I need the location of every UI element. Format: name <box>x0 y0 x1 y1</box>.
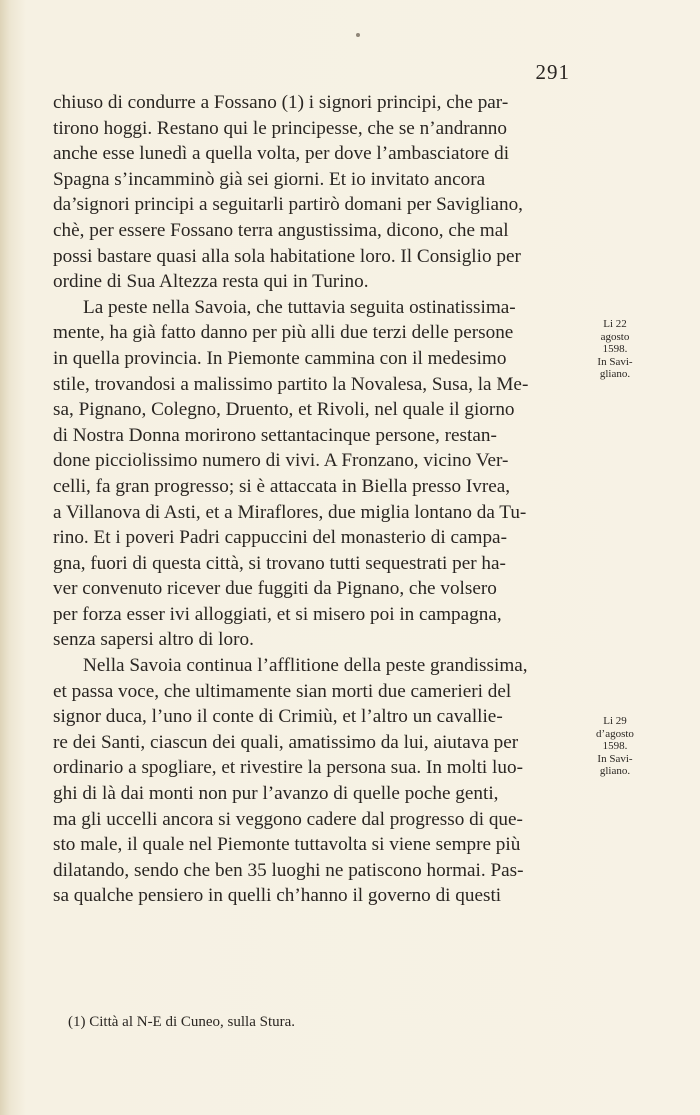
text-line: dilatando, sendo che ben 35 luoghi ne patiscono hormai. Pas- <box>53 859 524 881</box>
text-line: sto male, il quale nel Piemonte tuttavolta si viene sempre più <box>53 834 521 856</box>
text-line: stile, trovandosi a malissimo partito la Novalesa, Susa, la Me- <box>53 373 529 395</box>
margin-note-line: gliano. <box>599 765 631 777</box>
margin-note-line: 1598. <box>602 740 628 752</box>
paragraph-1 <box>53 90 571 295</box>
text-line: ver convenuto ricever due fuggiti da Pignano, che volsero <box>53 578 497 600</box>
text-line: celli, fa gran progresso; si è attaccata in Biella presso Ivrea, <box>53 475 511 497</box>
margin-note-2 <box>585 715 645 778</box>
text-line: senza sapersi altro di loro. <box>53 629 254 651</box>
text-line: signor duca, l’uno il conte di Crimiù, et l’altro un cavallie- <box>53 706 503 728</box>
text-line: per forza esser ivi alloggiati, et si misero poi in campagna, <box>53 603 502 625</box>
text-line: ordinario a spogliare, et rivestire la persona sua. In molti luo- <box>53 757 523 779</box>
text-line: da’signori principi a seguitarli partirò domani per Savigliano, <box>53 194 523 216</box>
text-line: La peste nella Savoia, che tuttavia seguita ostinatissima- <box>83 296 516 318</box>
margin-note-line: 1598. <box>602 343 628 355</box>
text-line: Nella Savoia continua l’afflitione della peste grandissima, <box>83 655 528 677</box>
text-line: di Nostra Donna morirono settantacinque persone, restan- <box>53 424 497 446</box>
margin-note-line: gliano. <box>599 368 631 380</box>
text-line: chè, per essere Fossano terra angustissima, dicono, che mal <box>53 219 509 241</box>
margin-note-line: Li 29 <box>603 715 627 727</box>
text-line: rino. Et i poveri Padri cappuccini del monasterio di campa- <box>53 527 507 549</box>
text-line: chiuso di condurre a Fossano (1) i signori principi, che par- <box>53 92 509 113</box>
margin-note-line: d’agosto <box>596 727 634 740</box>
paragraph-3 <box>53 653 571 909</box>
text-line: ghi di là dai monti non pur l’avanzo di quelle poche genti, <box>53 783 499 805</box>
text-line: a Villanova di Asti, et a Miraflores, due miglia lontano da Tu- <box>53 501 527 523</box>
footnote: (1) Città al N-E di Cuneo, sulla Stura. <box>68 1014 296 1030</box>
text-line: re dei Santi, ciascun dei quali, amatissimo da lui, aiutava per <box>53 731 519 753</box>
text-line: Spagna s’incamminò già sei giorni. Et io invitato ancora <box>53 168 486 190</box>
text-line: done picciolissimo numero di vivi. A Fronzano, vicino Ver- <box>53 450 509 472</box>
ink-speck <box>356 33 360 37</box>
text-line: gna, fuori di questa città, si trovano tutti sequestrati per ha- <box>53 552 506 574</box>
text-line: mente, ha già fatto danno per più alli due terzi delle persone <box>53 322 514 344</box>
text-line: in quella provincia. In Piemonte cammina con il medesimo <box>53 347 507 369</box>
text-line: tirono hoggi. Restano qui le principesse, che se n’andranno <box>53 117 507 139</box>
text-line: sa, Pignano, Colegno, Druento, et Rivoli, nel quale il giorno <box>53 399 515 421</box>
margin-note-line: In Savi- <box>597 752 633 765</box>
margin-note-line: In Savi- <box>597 355 633 368</box>
text-line: possi bastare quasi alla sola habitatione loro. Il Consiglio per <box>53 245 521 267</box>
text-line: ma gli uccelli ancora si veggono cadere dal progresso di que- <box>53 808 523 830</box>
body-text <box>53 90 571 909</box>
text-line: sa qualche pensiero in quelli ch’hanno il governo di questi <box>53 885 502 907</box>
text-line: ordine di Sua Altezza resta qui in Turino. <box>53 271 369 293</box>
margin-note-line: Li 22 <box>603 318 627 330</box>
margin-note-1 <box>585 318 645 381</box>
page-number: 291 <box>535 60 570 84</box>
margin-note-line: agosto <box>600 330 630 343</box>
paragraph-2 <box>53 295 571 653</box>
text-line: anche esse lunedì a quella volta, per dove l’ambasciatore di <box>53 143 510 165</box>
text-line: et passa voce, che ultimamente sian morti due camerieri del <box>53 680 512 702</box>
